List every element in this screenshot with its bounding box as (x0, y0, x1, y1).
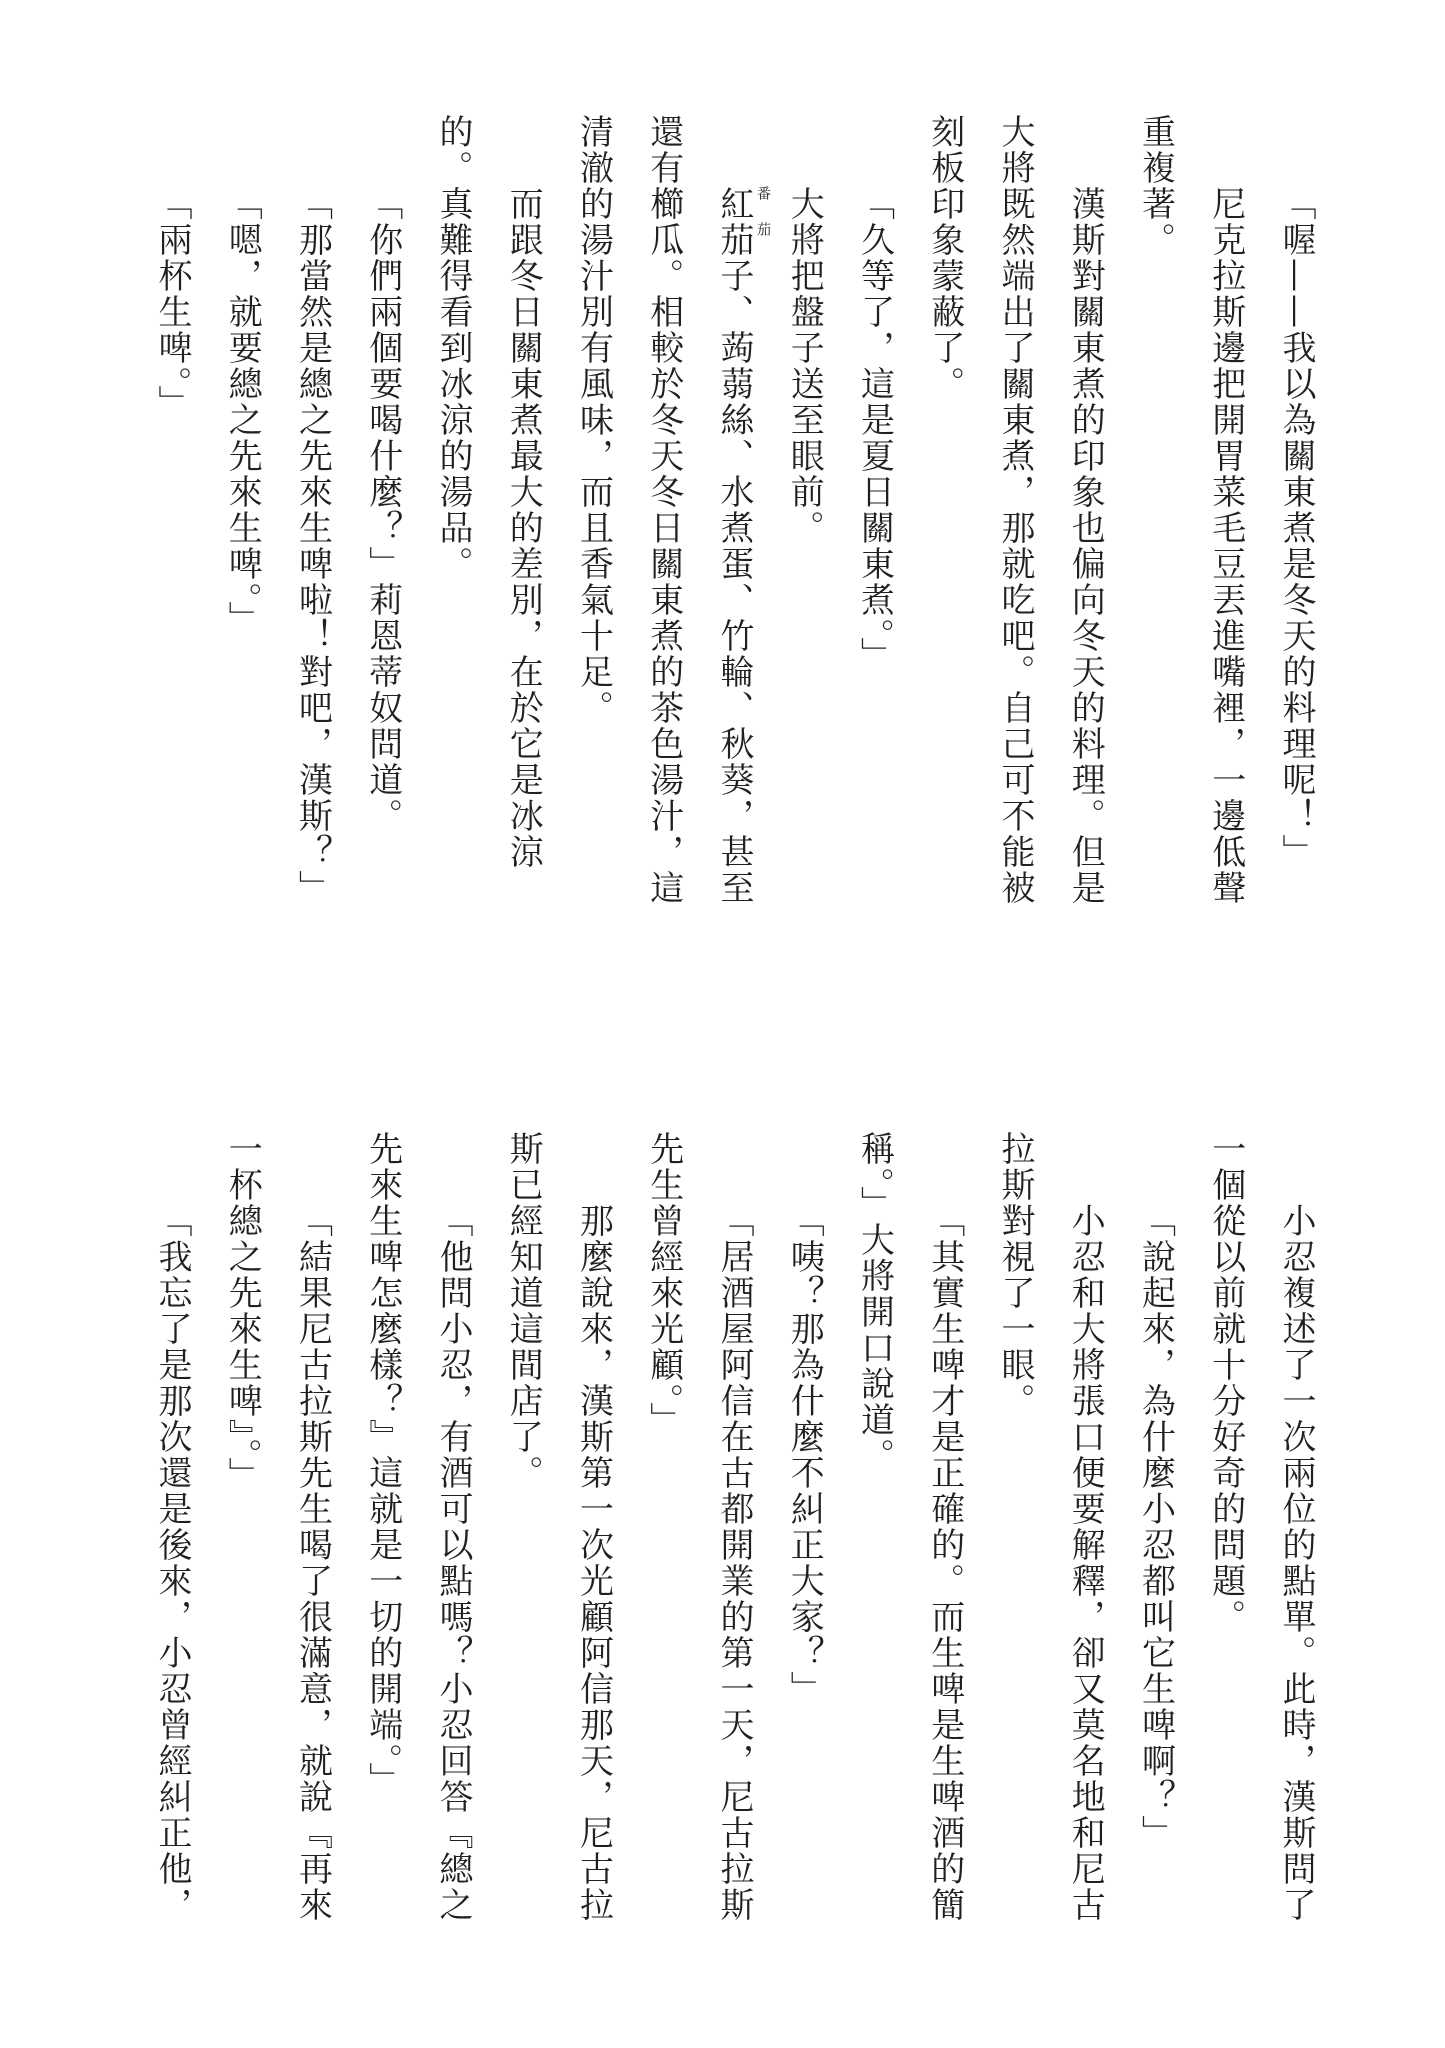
text-line-content: 「咦？那為什麼不糾正大家？」 (784, 1203, 825, 1707)
text-line-content: 拉斯對視了一眼。 (995, 1131, 1035, 1419)
text-line (348, 1131, 418, 1931)
text-line-content: 尼克拉斯邊把開胃菜毛豆丟進嘴裡，一邊低聲 (1205, 186, 1246, 906)
text-line-content: 重複著。 (1135, 114, 1176, 258)
text-line-content: 一個從以前就十分好奇的問題。 (1205, 1131, 1246, 1635)
text-line (769, 114, 839, 914)
text-line (1261, 1131, 1331, 1931)
text-line (629, 1131, 699, 1931)
text-line-content: 「嗯，就要總之先來生啤。」 (222, 186, 263, 637)
text-line (1191, 1131, 1261, 1931)
text-line-content: 「其實生啤才是正確的。而生啤是生啤酒的簡 (924, 1203, 965, 1923)
text-line-content: 「他問小忍，有酒可以點嗎？小忍回答『總之 (433, 1203, 473, 1923)
text-line (629, 114, 699, 914)
text-line-content: 子、蒟蒻絲、水煮蛋、竹輪、秋葵，甚至 (714, 258, 754, 906)
text-line (207, 1131, 277, 1931)
text-line-content: 「喔——我以為關東煮是冬天的料理呢！」 (1276, 186, 1316, 870)
text-line (699, 1131, 769, 1931)
text-line-content: 一杯總之先來生啤』。」 (222, 1131, 263, 1493)
text-line-content: 先生曾經來光顧。」 (643, 1131, 684, 1438)
text-line (207, 114, 277, 914)
text-line (1261, 114, 1331, 914)
text-line (910, 114, 980, 914)
text-line (1191, 114, 1261, 914)
text-line-content: 大將既然端出了關東煮，那就吃吧。自己可不能被 (995, 114, 1035, 906)
text-line (1120, 114, 1190, 914)
text-line (488, 114, 558, 914)
text-line-content: 「居酒屋阿信在古都開業的第一天，尼古拉斯 (714, 1203, 754, 1923)
text-line-content: 刻板印象蒙蔽了。 (924, 114, 965, 402)
text-line (558, 114, 628, 914)
text-line-content: 的。真難得看到冰涼的湯品。 (433, 114, 473, 582)
text-line (699, 114, 769, 914)
text-line-content: 「你們兩個要喝什麼？」莉恩蒂奴問道。 (362, 186, 403, 834)
text-line (348, 114, 418, 914)
text-line (839, 1131, 909, 1931)
text-line-content: 還有櫛瓜。相較於冬天冬日關東煮的茶色湯汁，這 (643, 114, 684, 906)
text-line (1050, 1131, 1120, 1931)
text-line (910, 1131, 980, 1931)
ruby-base-char: 茄 茄 (714, 222, 771, 258)
text-line (1120, 1131, 1190, 1931)
text-line-content: 稱。」大將開口說道。 (854, 1131, 895, 1474)
text-line-content: 「兩杯生啤。」 (152, 186, 192, 421)
text-line-content: 「說起來，為什麼小忍都叫它生啤啊？」 (1135, 1203, 1176, 1851)
text-line (980, 1131, 1050, 1931)
text-line (558, 1131, 628, 1931)
text-line (277, 114, 347, 914)
text-line (839, 114, 909, 914)
text-line (418, 114, 488, 914)
ruby-base-char: 紅 番 (714, 186, 771, 222)
text-line-content: 「我忘了是那次還是後來，小忍曾經糾正他， (152, 1203, 192, 1923)
text-line (277, 1131, 347, 1931)
text-line (769, 1131, 839, 1931)
text-line-content: 清澈的湯汁別有風味，而且香氣十足。 (573, 114, 614, 726)
ruby-annotation: 番 (755, 186, 771, 200)
text-block-top (137, 114, 1331, 914)
text-line-content: 小忍複述了一次兩位的點單。此時，漢斯問了 (1276, 1203, 1316, 1923)
text-line-content: 大將把盤子送至眼前。 (784, 186, 825, 546)
text-line-content: 漢斯對關東煮的印象也偏向冬天的料理。但是 (1065, 186, 1106, 906)
text-line (980, 114, 1050, 914)
text-line-content: 「結果尼古拉斯先生喝了很滿意，就說『再來 (292, 1203, 333, 1923)
text-line-content: 而跟冬日關東煮最大的差別，在於它是冰涼 (503, 186, 544, 870)
text-line-content: 「那當然是總之先來生啤啦！對吧，漢斯？」 (292, 186, 333, 906)
ruby-annotation: 茄 (755, 222, 771, 236)
text-line-content: 小忍和大將張口便要解釋，卻又莫名地和尼古 (1065, 1203, 1106, 1923)
text-line (488, 1131, 558, 1931)
text-line-content: 先來生啤怎麼樣？』這就是一切的開端。」 (362, 1131, 403, 1798)
text-line (418, 1131, 488, 1931)
text-line (137, 114, 207, 914)
text-line (137, 1131, 207, 1931)
text-line-content: 那麼說來，漢斯第一次光顧阿信那天，尼古拉 (573, 1203, 614, 1923)
text-block-bottom (137, 1131, 1331, 1931)
text-line-content: 「久等了，這是夏日關東煮。」 (854, 186, 895, 673)
text-line (1050, 114, 1120, 914)
text-line-content: 斯已經知道這間店了。 (503, 1131, 544, 1491)
